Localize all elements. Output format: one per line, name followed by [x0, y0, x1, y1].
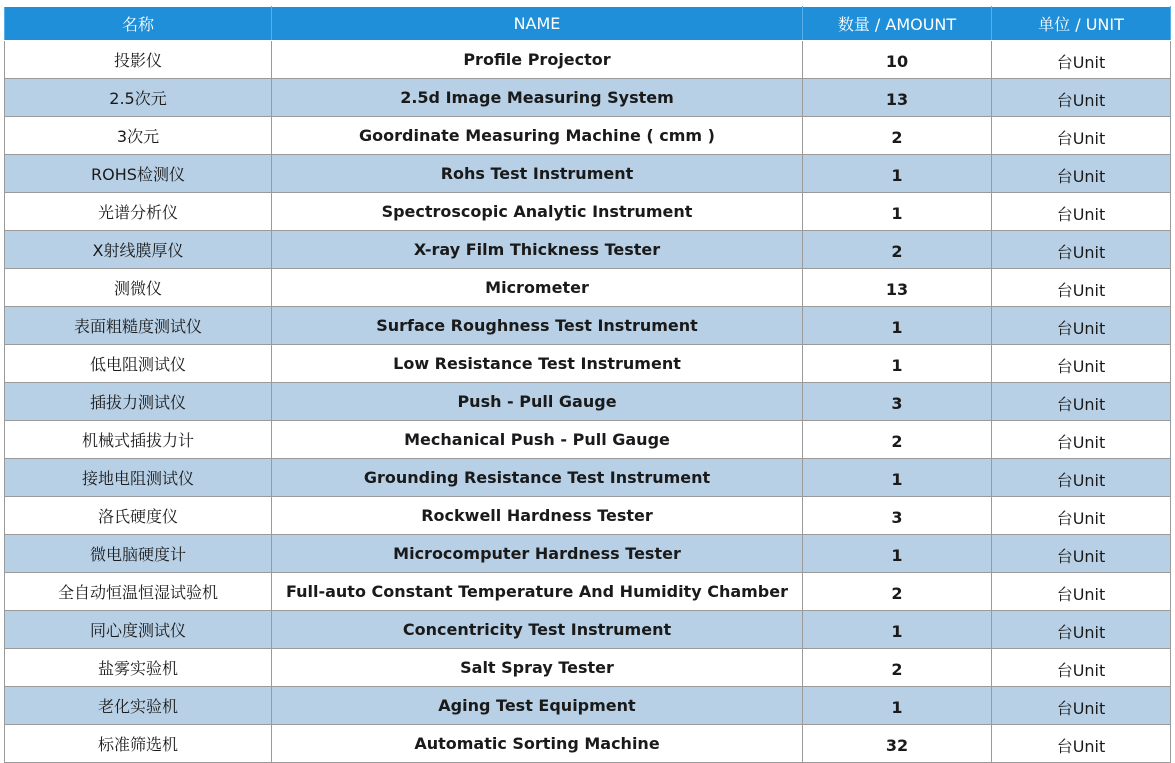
cell-chinese-name: 微电脑硬度计	[5, 535, 272, 573]
cell-chinese-name: 盐雾实验机	[5, 649, 272, 687]
table-row	[5, 307, 1171, 345]
cell-chinese-name: 光谱分析仪	[5, 193, 272, 231]
cell-unit: 台Unit	[992, 383, 1171, 421]
cell-amount: 1	[803, 459, 992, 497]
table-row	[5, 155, 1171, 193]
cell-name: Micrometer	[272, 269, 803, 307]
header-name: NAME	[272, 7, 803, 41]
equipment-table	[4, 6, 1171, 763]
cell-name: Spectroscopic Analytic Instrument	[272, 193, 803, 231]
cell-name: Mechanical Push - Pull Gauge	[272, 421, 803, 459]
equipment-table-container	[4, 6, 1170, 756]
cell-unit: 台Unit	[992, 41, 1171, 79]
cell-unit: 台Unit	[992, 649, 1171, 687]
cell-chinese-name: 表面粗糙度测试仪	[5, 307, 272, 345]
table-row	[5, 41, 1171, 79]
cell-name: Profile Projector	[272, 41, 803, 79]
cell-chinese-name: 洛氏硬度仪	[5, 497, 272, 535]
cell-chinese-name: 接地电阻测试仪	[5, 459, 272, 497]
cell-chinese-name: ROHS检测仪	[5, 155, 272, 193]
cell-name: Concentricity Test Instrument	[272, 611, 803, 649]
cell-amount: 1	[803, 535, 992, 573]
cell-unit: 台Unit	[992, 725, 1171, 763]
table-body	[5, 41, 1171, 763]
table-row	[5, 649, 1171, 687]
table-row	[5, 725, 1171, 763]
table-row	[5, 269, 1171, 307]
cell-amount: 1	[803, 345, 992, 383]
cell-name: X-ray Film Thickness Tester	[272, 231, 803, 269]
cell-amount: 13	[803, 269, 992, 307]
cell-name: Goordinate Measuring Machine ( cmm )	[272, 117, 803, 155]
cell-name: Rockwell Hardness Tester	[272, 497, 803, 535]
header-unit: 单位 / UNIT	[992, 7, 1171, 41]
cell-unit: 台Unit	[992, 117, 1171, 155]
cell-name: Microcomputer Hardness Tester	[272, 535, 803, 573]
cell-chinese-name: 2.5次元	[5, 79, 272, 117]
table-row	[5, 117, 1171, 155]
cell-amount: 32	[803, 725, 992, 763]
cell-amount: 2	[803, 649, 992, 687]
cell-amount: 10	[803, 41, 992, 79]
cell-chinese-name: 机械式插拔力计	[5, 421, 272, 459]
cell-chinese-name: 全自动恒温恒湿试验机	[5, 573, 272, 611]
table-row	[5, 79, 1171, 117]
cell-unit: 台Unit	[992, 459, 1171, 497]
cell-unit: 台Unit	[992, 611, 1171, 649]
cell-amount: 1	[803, 687, 992, 725]
cell-amount: 2	[803, 117, 992, 155]
table-row	[5, 231, 1171, 269]
cell-amount: 2	[803, 421, 992, 459]
cell-amount: 2	[803, 573, 992, 611]
cell-chinese-name: 插拔力测试仪	[5, 383, 272, 421]
cell-amount: 1	[803, 611, 992, 649]
cell-name: Automatic Sorting Machine	[272, 725, 803, 763]
cell-chinese-name: 投影仪	[5, 41, 272, 79]
cell-unit: 台Unit	[992, 269, 1171, 307]
cell-name: Push - Pull Gauge	[272, 383, 803, 421]
cell-chinese-name: 同心度测试仪	[5, 611, 272, 649]
table-row	[5, 535, 1171, 573]
table-row	[5, 193, 1171, 231]
cell-chinese-name: 3次元	[5, 117, 272, 155]
cell-amount: 1	[803, 307, 992, 345]
cell-unit: 台Unit	[992, 231, 1171, 269]
header-amount: 数量 / AMOUNT	[803, 7, 992, 41]
cell-unit: 台Unit	[992, 155, 1171, 193]
cell-amount: 3	[803, 383, 992, 421]
cell-unit: 台Unit	[992, 573, 1171, 611]
table-row	[5, 687, 1171, 725]
cell-name: Salt Spray Tester	[272, 649, 803, 687]
cell-amount: 1	[803, 155, 992, 193]
table-row	[5, 497, 1171, 535]
cell-amount: 1	[803, 193, 992, 231]
cell-unit: 台Unit	[992, 421, 1171, 459]
cell-name: Low Resistance Test Instrument	[272, 345, 803, 383]
cell-name: Rohs Test Instrument	[272, 155, 803, 193]
cell-chinese-name: 老化实验机	[5, 687, 272, 725]
table-row	[5, 573, 1171, 611]
cell-chinese-name: X射线膜厚仪	[5, 231, 272, 269]
cell-unit: 台Unit	[992, 535, 1171, 573]
cell-unit: 台Unit	[992, 345, 1171, 383]
cell-chinese-name: 测微仪	[5, 269, 272, 307]
table-row	[5, 459, 1171, 497]
cell-amount: 3	[803, 497, 992, 535]
cell-unit: 台Unit	[992, 79, 1171, 117]
cell-name: Grounding Resistance Test Instrument	[272, 459, 803, 497]
cell-unit: 台Unit	[992, 307, 1171, 345]
cell-unit: 台Unit	[992, 193, 1171, 231]
cell-name: 2.5d Image Measuring System	[272, 79, 803, 117]
header-chinese-name: 名称	[5, 7, 272, 41]
table-header-row	[5, 7, 1171, 41]
cell-amount: 2	[803, 231, 992, 269]
cell-unit: 台Unit	[992, 497, 1171, 535]
cell-name: Full-auto Constant Temperature And Humidity Chamber	[272, 573, 803, 611]
table-row	[5, 345, 1171, 383]
cell-chinese-name: 标准筛选机	[5, 725, 272, 763]
cell-name: Surface Roughness Test Instrument	[272, 307, 803, 345]
cell-amount: 13	[803, 79, 992, 117]
cell-name: Aging Test Equipment	[272, 687, 803, 725]
table-row	[5, 611, 1171, 649]
cell-unit: 台Unit	[992, 687, 1171, 725]
table-row	[5, 383, 1171, 421]
cell-chinese-name: 低电阻测试仪	[5, 345, 272, 383]
table-row	[5, 421, 1171, 459]
